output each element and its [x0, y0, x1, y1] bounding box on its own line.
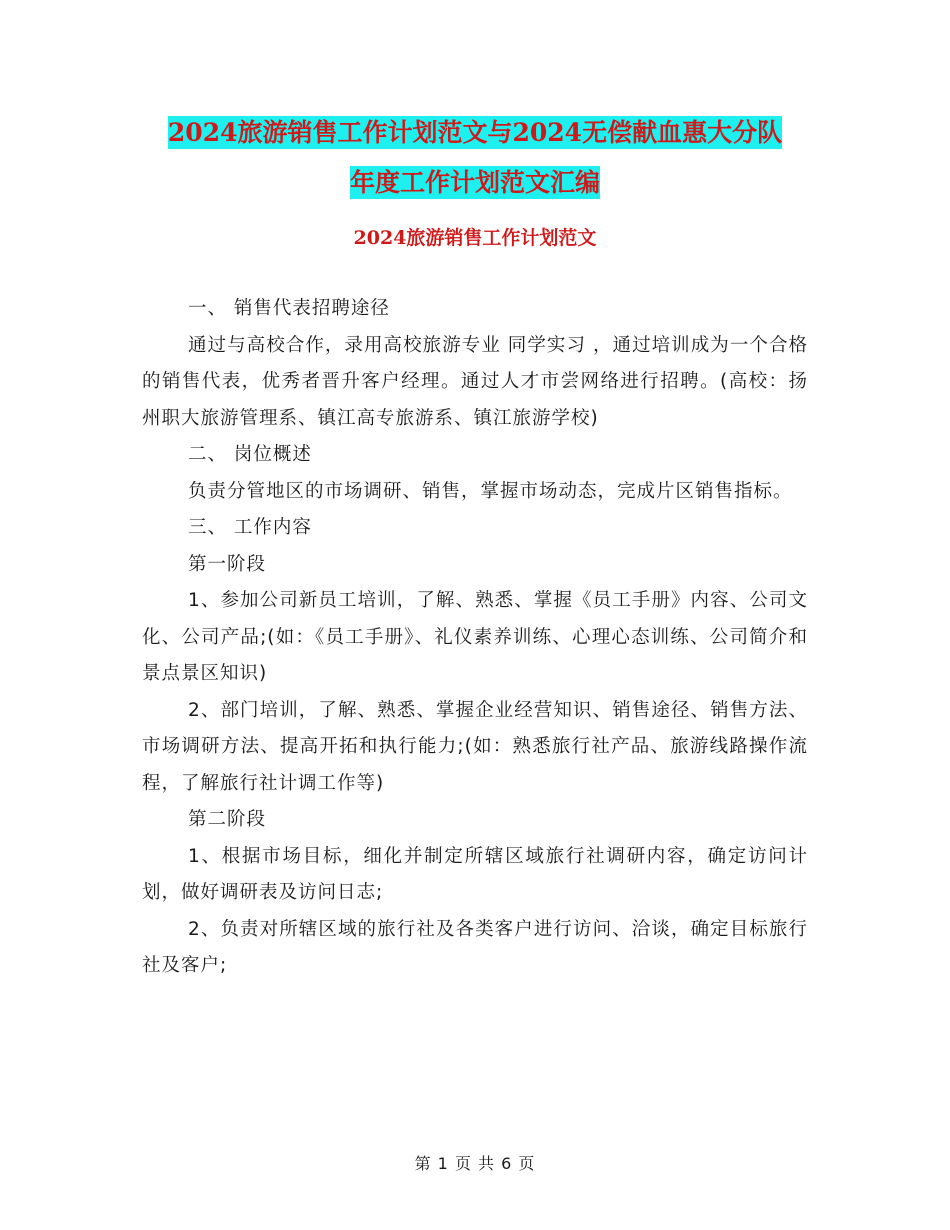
- paragraph-stage-one-item-1: 1、参加公司新员工培训，了解、熟悉、掌握《员工手册》内容、公司文化、公司产品;(如：《员工手册》、礼仪素养训练、心理心态训练、公司简介和景点景区知识): [142, 590, 808, 684]
- heading-recruitment: 一、 销售代表招聘途径: [188, 298, 390, 319]
- paragraph-stage-one-item-2: 2、部门培训，了解、熟悉、掌握企业经营知识、销售途径、销售方法、市场调研方法、提高开拓和执行能力;(如：熟悉旅行社产品、旅游线路操作流程，了解旅行社计调工作等): [142, 699, 808, 794]
- heading-work-content: 三、 工作内容: [188, 517, 312, 538]
- document-title: [0, 108, 950, 208]
- heading-stage-one: 第一阶段: [188, 553, 267, 575]
- paragraph-position-overview: 负责分管地区的市场调研、销售，掌握市场动态，完成片区销售指标。: [188, 480, 793, 502]
- title-line-2: 年度工作计划范文汇编: [349, 168, 600, 197]
- heading-stage-two: 第二阶段: [188, 809, 267, 830]
- title-line-1: 2024旅游销售工作计划范文与2024无偿献血惠大分队: [167, 118, 783, 147]
- heading-position-overview: 二、 岗位概述: [188, 444, 312, 465]
- paragraph-recruitment: 通过与高校合作，录用高校旅游专业 同学实习 ，通过培训成为一个合格的销售代表，优秀者晋升客户经理。通过人才市尝网络进行招聘。(高校：扬州职大旅游管理系、镇江高专旅游系、镇江旅游学校): [142, 334, 808, 429]
- paragraph-stage-two-item-1: 1、根据市场目标，细化并制定所辖区域旅行社调研内容，确定访问计划，做好调研表及访问日志;: [142, 845, 808, 903]
- section-title: 2024旅游销售工作计划范文: [353, 227, 597, 249]
- document-body: [142, 291, 808, 985]
- paragraph-stage-two-item-2: 2、负责对所辖区域的旅行社及各类客户进行访问、洽谈，确定目标旅行社及客户;: [142, 918, 808, 976]
- page-number-footer: 第 1 页 共 6 页: [414, 1154, 536, 1173]
